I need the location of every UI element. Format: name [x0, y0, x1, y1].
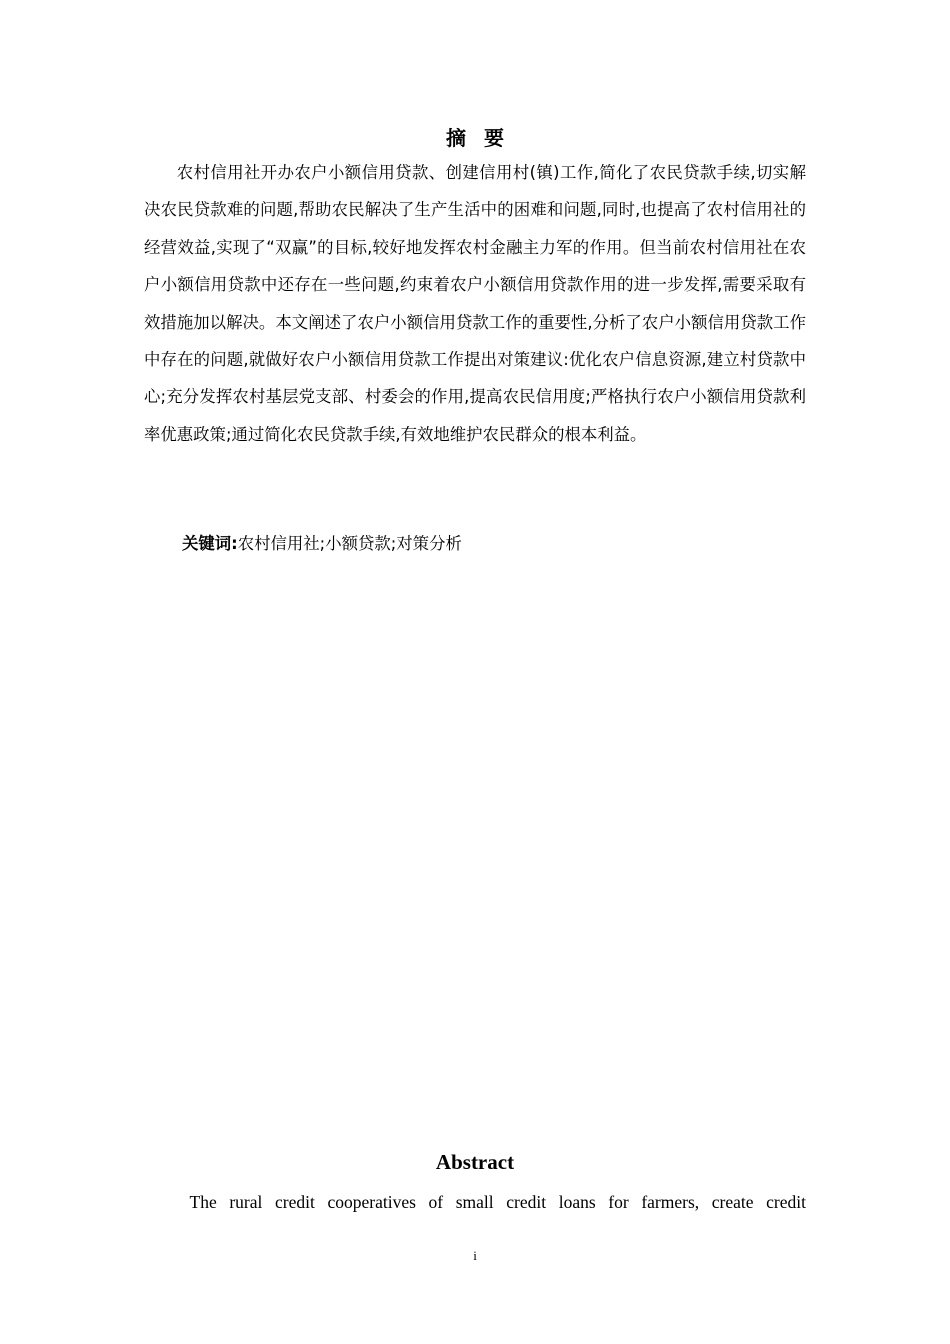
english-abstract-title: Abstract: [435, 1150, 515, 1174]
keywords-text: 农村信用社;小额贷款;对策分析: [237, 534, 462, 553]
keywords-label: 关键词:: [182, 534, 238, 553]
chinese-abstract-title: 摘要: [446, 126, 522, 150]
chinese-abstract-body: 农村信用社开办农户小额信用贷款、创建信用村(镇)工作,简化了农民贷款手续,切实解决农民贷款难的问题,帮助农民解决了生产生活中的困难和问题,同时,也提高了农村信用社的经营效益,实现了“双赢”的目标,较好地发挥农村金融主力军的作用。但当前农村信用社在农户小额信用贷款中还存在一些问题,约束着农户小额信用贷款作用的进一步发挥,需要采取有效措施加以解决。本文阐述了农户小额信用贷款工作的重要性,分析了农户小额信用贷款工作中存在的问题,就做好农户小额信用贷款工作提出对策建议:优化农户信息资源,建立村贷款中心;充分发挥农村基层党支部、村委会的作用,提高农民信用度;严格执行农户小额信用贷款利率优惠政策;通过简化农民贷款手续,有效地维护农民群众的根本利益。: [144, 163, 806, 444]
chinese-keywords: [182, 525, 462, 562]
page-number: i: [473, 1248, 477, 1263]
english-abstract-body: The rural credit cooperatives of small credit loans for farmers, create credit: [189, 1192, 806, 1212]
